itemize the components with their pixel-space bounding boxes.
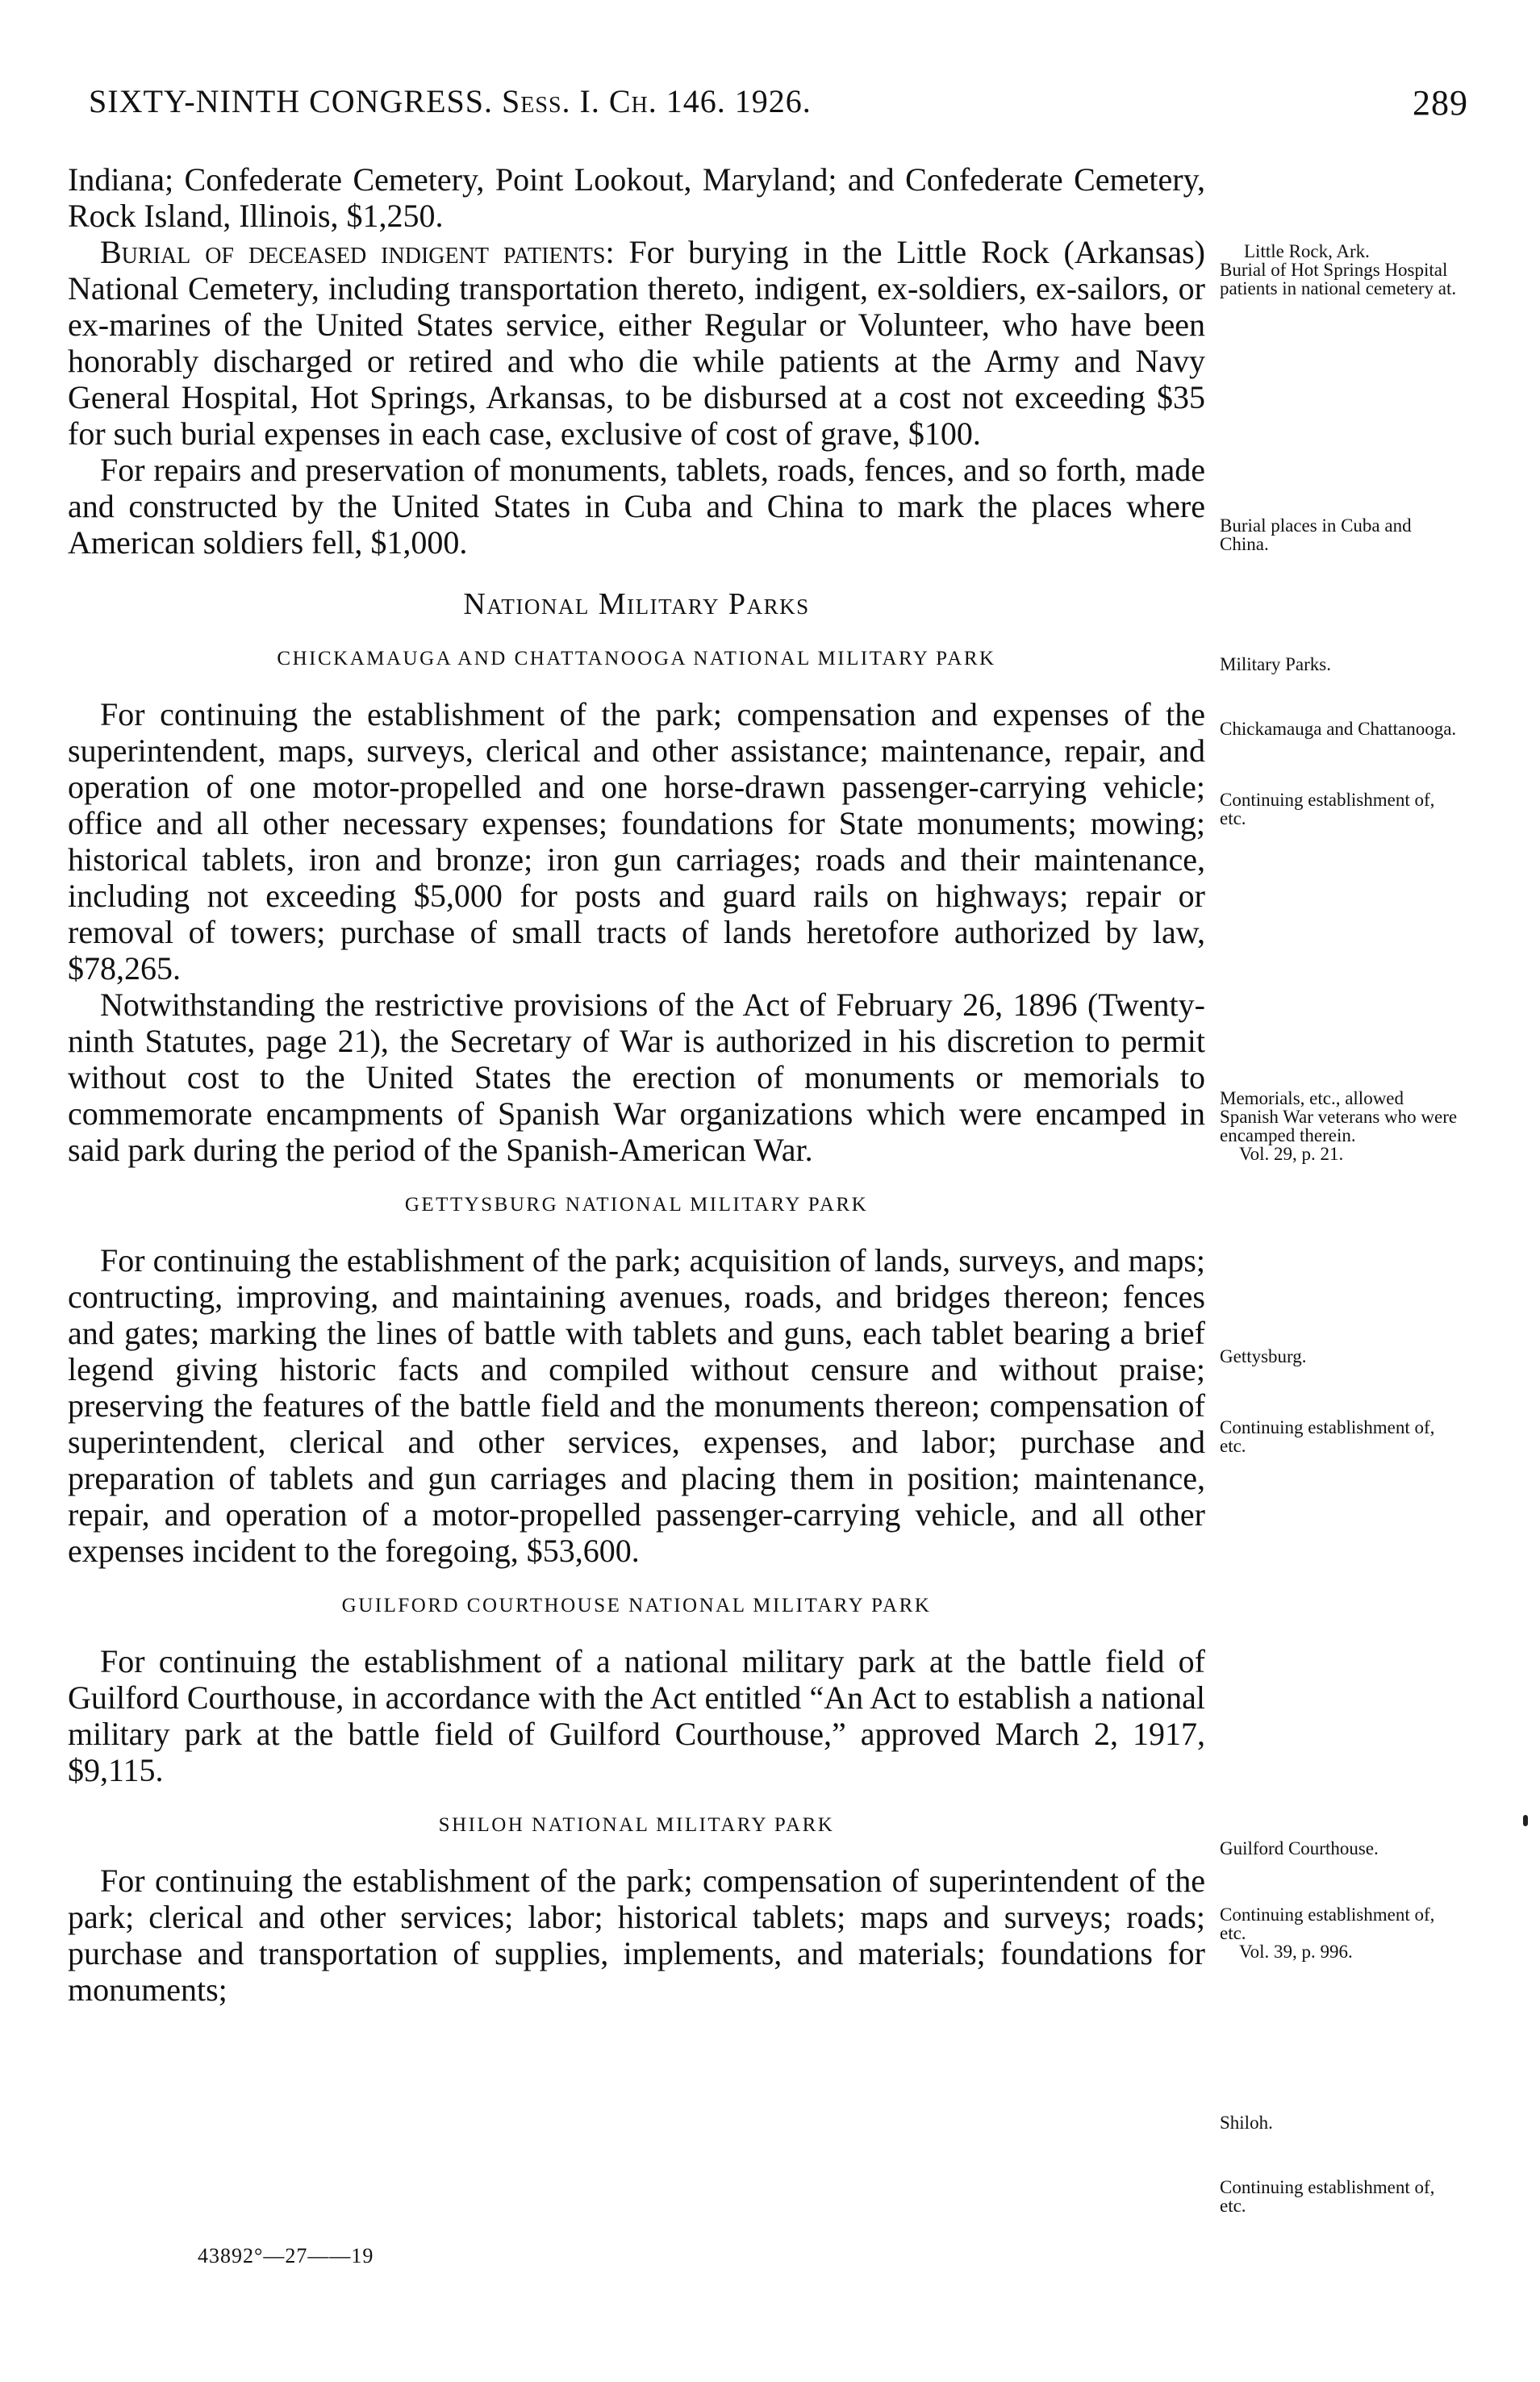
margin-note-cuba-china: Burial places in Cuba and China. (1220, 515, 1412, 554)
margin-note-military-parks: Military Parks. (1220, 654, 1331, 674)
paragraph-gettysburg: For continuing the establishment of the park; acquisition of lands, surveys, and maps; contructing, improving, and maintaining avenues, roads, and bridges thereon; fences and gates; marking the lines of battle with tablets and guns, each tablet bearing a brief legend giving historic facts and compiled without censure and without praise; preserving the features of the battle field and the monuments thereon; compensation of superintendent, clerical and other services, expenses, and labor; purchase and preparation of tablets and gun carriages and placing them in position; maintenance, repair, and operation of a motor-propelled passenger-carrying vehicle, and all other expenses incident to the foregoing, $53,600. (68, 1242, 1205, 1569)
paragraph-shiloh: For continuing the establishment of the park; compensation of superintendent of the park; clerical and other services; labor; historical tablets; maps and surveys; roads; purchase and transportation of supplies, implements, and materials; foundations for monuments; (68, 1863, 1205, 2008)
paragraph-guilford: For continuing the establishment of a national military park at the battle field of Guilford Courthouse, in accordance with the Act entitled “An Act to establish a national military park at the battle field of Guilford Courthouse,” approved March 2, 1917, $9,115. (68, 1643, 1205, 1788)
margin-note-chickamauga: Chickamauga and Chattanooga. (1220, 719, 1457, 739)
paragraph-lead-in: Burial of deceased indigent patients: (100, 234, 615, 270)
running-head-title: SIXTY-NINTH CONGRESS. Sess. I. Ch. 146. 1926. (89, 83, 812, 119)
margin-note-shiloh: Shiloh. (1220, 2113, 1273, 2133)
printer-signature: 43892°—27——19 (198, 2244, 374, 2267)
margin-note-memorials (1220, 1089, 1462, 1163)
margin-note-guilford: Guilford Courthouse. (1220, 1838, 1379, 1858)
heading-chickamauga: CHICKAMAUGA AND CHATTANOOGA NATIONAL MILITARY PARK (277, 648, 996, 670)
paragraph-burial-indigent (68, 234, 1205, 452)
margin-note-continuing-1: Continuing establishment of, etc. (1220, 790, 1435, 828)
main-text-column (68, 161, 1205, 2008)
margin-note-little-rock-title: Little Rock, Ark. (1244, 241, 1370, 261)
page-number: 289 (1413, 83, 1468, 123)
paragraph-chickamauga: For continuing the establishment of the park; compensation and expenses of the superintendent, maps, surveys, clerical and other assistance; maintenance, repair, and operation of one motor-propelled and one horse-drawn passenger-carrying vehicle; office and all other necessary expenses; foundations for State monuments; mowing; historical tablets, iron and bronze; iron gun carriages; roads and their maintenance, including not exceeding $5,000 for posts and guard rails on highways; repair or removal of towers; purchase of small tracts of lands heretofore authorized by law, $78,265. (68, 696, 1205, 987)
margin-note-memorials-citation: Vol. 29, p. 21. (1239, 1144, 1344, 1164)
margin-note-little-rock (1220, 242, 1462, 298)
heading-shiloh: SHILOH NATIONAL MILITARY PARK (438, 1814, 835, 1836)
heading-guilford: GUILFORD COURTHOUSE NATIONAL MILITARY PARK (341, 1595, 932, 1617)
margin-note-continuing-3 (1220, 1905, 1462, 1961)
heading-gettysburg: GETTYSBURG NATIONAL MILITARY PARK (404, 1194, 869, 1216)
margin-note-gettysburg: Gettysburg. (1220, 1346, 1307, 1366)
margin-note-continuing-2: Continuing establishment of, etc. (1220, 1417, 1435, 1456)
scan-edge-mark (1523, 1815, 1528, 1826)
running-head (89, 82, 1468, 131)
paragraph-spanish-war-memorials: Notwithstanding the restrictive provisions of the Act of February 26, 1896 (Twenty-ninth Statutes, page 21), the Secretary of War is authorized in his discretion to permit without cost to the United States the erection of monuments or memorials to commemorate encampments of Spanish War organizations which were encamped in said park during the period of the Spanish-American War. (68, 987, 1205, 1168)
margin-note-little-rock-text: Burial of Hot Springs Hospital patients in national cemetery at. (1220, 260, 1457, 298)
margin-note-memorials-text: Memorials, etc., allowed Spanish War veterans who were encamped therein. (1220, 1088, 1458, 1145)
section-heading-national-military-parks: National Military Parks (463, 587, 810, 621)
paragraph-cemeteries: Indiana; Confederate Cemetery, Point Lookout, Maryland; and Confederate Cemetery, Rock Island, Illinois, $1,250. (68, 161, 1205, 234)
paragraph-burial-indigent-text: For burying in the Little Rock (Arkansas) National Cemetery, including transportation thereto, indigent, ex-soldiers, ex-sailors, or ex-marines of the United States service, either Regular or Volunteer, who have been honorably discharged or retired and who die while patients at the Army and Navy General Hospital, Hot Springs, Arkansas, to be disbursed at a cost not exceeding $35 for such burial expenses in each case, exclusive of cost of grave, $100. (68, 234, 1206, 452)
margin-note-continuing-3-citation: Vol. 39, p. 996. (1239, 1942, 1353, 1962)
margin-note-continuing-4: Continuing establishment of, etc. (1220, 2177, 1435, 2216)
margin-note-continuing-3-text: Continuing establishment of, etc. (1220, 1904, 1435, 1943)
paragraph-cuba-china: For repairs and preservation of monuments, tablets, roads, fences, and so forth, made and constructed by the United States in Cuba and China to mark the places where American soldiers fell, $1,000. (68, 452, 1205, 561)
